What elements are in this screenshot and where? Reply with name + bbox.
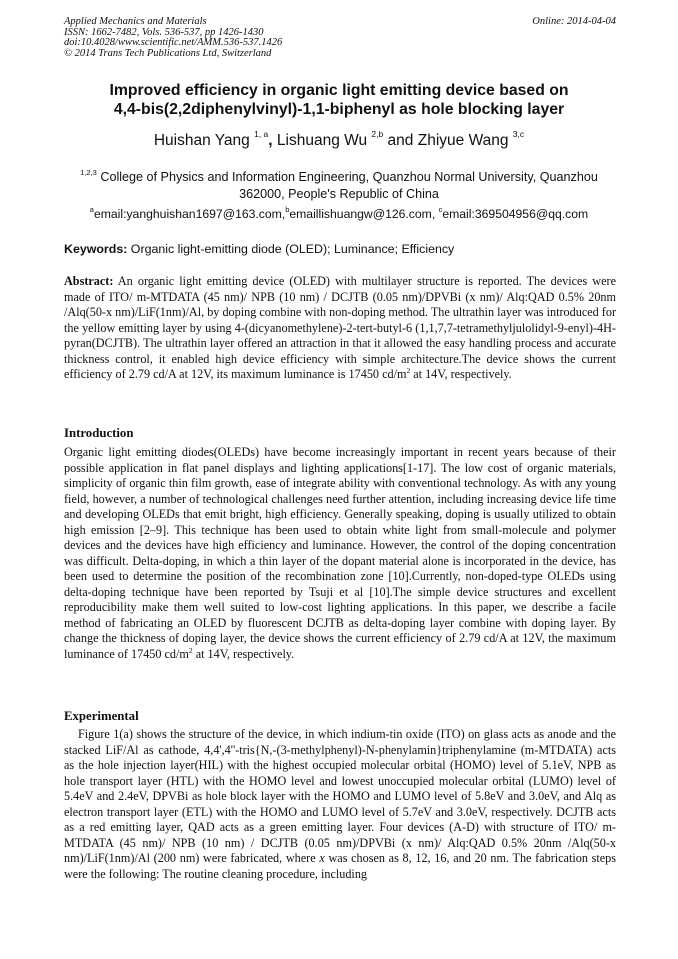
- copyright-line: © 2014 Trans Tech Publications Ltd, Switzerland: [64, 47, 272, 59]
- author-2-name: Lishuang Wu: [272, 132, 368, 149]
- experimental-text-2: was chosen as 8, 12, 16, and 20 nm. The fabrication steps were the following: The routine cleaning procedure, including: [64, 851, 616, 881]
- author-3-name: Zhiyue Wang: [417, 132, 509, 149]
- email-c: email:369504956@qq.com: [442, 207, 589, 221]
- keywords: [64, 241, 616, 257]
- author-2-sup: 2,b: [371, 129, 384, 139]
- author-list: [40, 131, 638, 151]
- paper-title: [40, 81, 638, 119]
- abstract-sup: 2: [406, 366, 411, 375]
- abstract: [64, 274, 616, 383]
- email-a: email:yanghuishan1697@163.com,: [93, 207, 286, 221]
- experimental-heading: Experimental: [64, 709, 139, 723]
- experimental-x-var: x: [319, 851, 325, 865]
- keywords-text: Organic light-emitting diode (OLED); Luminance; Efficiency: [127, 242, 455, 256]
- introduction-heading: Introduction: [64, 426, 134, 440]
- online-date: Online: 2014-04-04: [532, 16, 616, 27]
- email-a-sup: a: [89, 205, 94, 214]
- affiliation-sup: 1,2,3: [80, 168, 97, 177]
- doi-line: doi:10.4028/www.scientific.net/AMM.536-537.1426: [64, 37, 283, 48]
- introduction-text-1: Organic light emitting diodes(OLEDs) have become increasingly important in recent years because of their possible application in flat panel displays and lighting applications[1-17]. The low cost of organic materials, simplicity of organic thin film growth, ease of integrate ability with conventional technology. As with any young field, however, a number of technological challenges need further attention, including increasing device life time and developing OLEDs that emit bright, high efficiency. Generally speaking, doping is usually utilized to obtain high emission [2–9]. This technique has been used to obtain white light from small-molecule and polymer devices and the devices have high efficiency and luminance. However, the control of the doping concentration was difficult. Delta-doping, in which a thin layer of the dopant material alone is incorporated in the device, has been used to determine the position of the recombination zone [10].Currently, non-doped-type OLEDs using delta-doping technique have been reported by Tsuji et al [10].The simple device structures and excellent reproducibility make them well suited to low-cost lighting applications. In this paper, we describe a facile method of fabricating an OLED by fluorescent DCJTB as delta-doping layer combine with doping layer. By change the thickness of doping layer, the device shows the current efficiency of 2.79 cd/A at 12V, the maximum luminance of 17450 cd/m: [64, 445, 616, 661]
- title-line-1: Improved efficiency in organic light emitting device based on: [109, 82, 569, 99]
- email-line: [40, 206, 638, 222]
- affiliation: [70, 169, 608, 203]
- title-line-2: 4,4-bis(2,2diphenylvinyl)-1,1-biphenyl as hole blocking layer: [113, 101, 565, 118]
- introduction-body: [64, 445, 616, 662]
- abstract-label: Abstract:: [64, 274, 114, 288]
- email-b-sup: b: [285, 205, 290, 214]
- abstract-text-2: at 14V, respectively.: [410, 367, 512, 381]
- introduction-text-2: at 14V, respectively.: [192, 646, 295, 661]
- introduction-sup: 2: [188, 645, 193, 655]
- issn-line: ISSN: 1662-7482, Vols. 536-537, pp 1426-1430: [64, 26, 264, 38]
- email-c-sup: c: [438, 205, 443, 214]
- author-3-sup: 3,c: [512, 129, 525, 139]
- author-1-name: Huishan Yang: [153, 132, 250, 149]
- author-1-sup: 1, a: [254, 129, 269, 139]
- author-separator: ,: [268, 132, 273, 149]
- author-and: and: [383, 132, 418, 149]
- abstract-text-1: An organic light emitting device (OLED) with multilayer structure is reported. The devices were made of ITO/ m-MTDATA (45 nm)/ NPB (10 nm) / DCJTB (0.05 nm)/DPVBi (x nm)/ Alq:QAD 0.5% 20nm /Alq(50-x nm)/LiF(1nm)/Al, by doping combine with non-doping method. The ultrathin layer was introduced for the yellow emitting layer by using 4-(dicyanomethylene)-2-tert-butyl-6 (1,1,7,7-tetramethyljulolidyl-9-enyl)-4H-pyran(DCJTB). The ultrathin layer offered an attraction in that it allowed the easy handling process and accurate thickness control, it enabled high device efficiency with simple architecture.The device shows the current efficiency of 2.79 cd/A at 12V, its maximum luminance is 17450 cd/m: [64, 274, 616, 381]
- keywords-label: Keywords:: [64, 242, 128, 256]
- journal-header: [64, 17, 616, 59]
- email-b: emaillishuangw@126.com,: [289, 207, 439, 221]
- journal-name: Applied Mechanics and Materials: [64, 16, 207, 27]
- experimental-text-1: Figure 1(a) shows the structure of the device, in which indium-tin oxide (ITO) on glass acts as anode and the stacked LiF/Al as cathode, 4,4',4''-tris{N,-(3-methylphenyl)-N-phenylamin}triphenylamine (m-MTDATA) acts as the hole injection layer(HIL) with the highest occupied molecular orbital (HOMO) level of 5.1eV, NPB as hole transport layer (HTL) with the HOMO level and lowest unoccupied molecular orbital (LUMO) level of 5.4eV and 2.4eV, DPVBi as hole block layer with the HOMO and LUMO level of 5.8eV and 3.0eV, and Alq as electron transport layer (ETL) with the HOMO and LUMO level of 5.7eV and 3.0eV, respectively. DCJTB acts as a red emitting layer, QAD acts as a green emitting layer. Four devices (A-D) with structure of ITO/ m-MTDATA (45 nm)/ NPB (10 nm) / DCJTB (0.05 nm)/DPVBi (x nm)/ Alq:QAD 0.5% 20nm /Alq(50-x nm)/LiF(1nm)/Al (200 nm) were fabricated, where: [64, 727, 616, 865]
- affiliation-text: College of Physics and Information Engineering, Quanzhou Normal University, Quanzhou 362000, People's Republic of China: [96, 170, 598, 201]
- experimental-body: [64, 727, 616, 882]
